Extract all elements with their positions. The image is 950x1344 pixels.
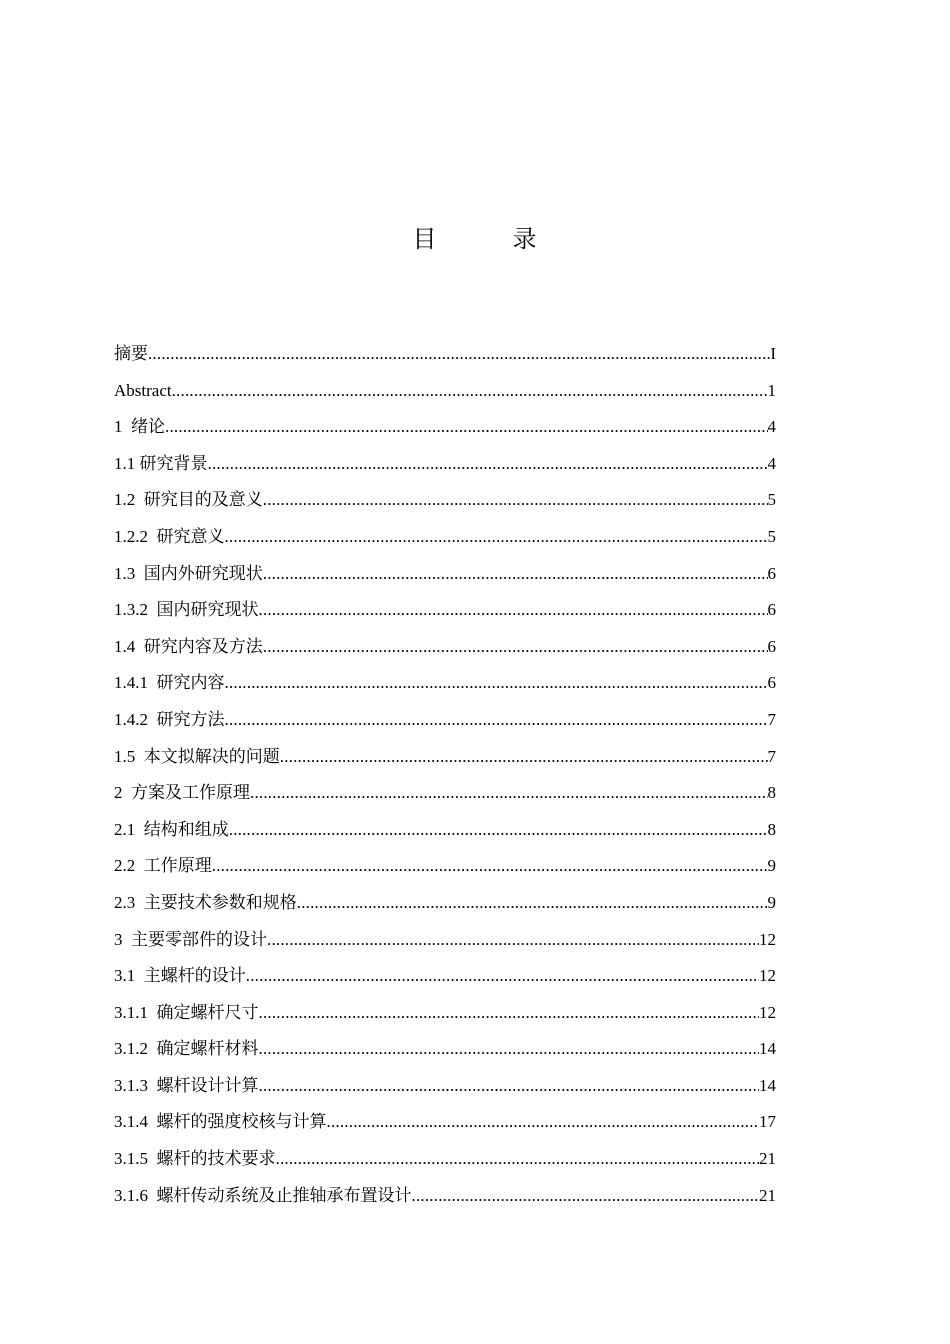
toc-entry-page: 6	[767, 636, 776, 656]
toc-entry[interactable]	[114, 818, 776, 855]
toc-entry[interactable]	[114, 635, 776, 672]
toc-entry[interactable]	[114, 891, 776, 928]
toc-entry-page: 4	[767, 453, 776, 473]
toc-entry-label: 2 方案及工作原理	[114, 783, 250, 803]
toc-entry-label: 2.1 结构和组成	[114, 819, 229, 839]
toc-entry-page: 6	[767, 563, 776, 583]
toc-entry[interactable]	[114, 1184, 776, 1221]
toc-entry-page: 12	[759, 1002, 776, 1022]
toc-entry-label: 1.4 研究内容及方法	[114, 636, 263, 656]
toc-entry[interactable]	[114, 562, 776, 599]
toc-entry-label: 1.5 本文拟解决的问题	[114, 746, 280, 766]
toc-entry-label: 3.1.4 螺杆的强度校核与计算	[114, 1112, 327, 1132]
toc-entry-page: 21	[759, 1185, 776, 1205]
toc-entry-label: 1.3.2 国内研究现状	[114, 600, 259, 620]
toc-entry-page: 12	[759, 966, 776, 986]
toc-dot-leader	[225, 708, 768, 732]
toc-entry[interactable]	[114, 488, 776, 525]
toc-entry-label: 1.3 国内外研究现状	[114, 563, 263, 583]
toc-dot-leader	[263, 488, 768, 512]
toc-dot-leader	[259, 598, 768, 622]
toc-entry-page: 14	[759, 1075, 776, 1095]
toc-dot-leader	[276, 1147, 760, 1171]
toc-entry[interactable]	[114, 452, 776, 489]
toc-entry[interactable]	[114, 415, 776, 452]
toc-dot-leader	[208, 452, 768, 476]
toc-entry-label: 1.2 研究目的及意义	[114, 490, 263, 510]
toc-entry[interactable]	[114, 598, 776, 635]
toc-entry[interactable]	[114, 854, 776, 891]
toc-entry-label: Abstract	[114, 380, 172, 400]
toc-entry-label: 3.1 主螺杆的设计	[114, 966, 246, 986]
toc-entry[interactable]	[114, 1110, 776, 1147]
toc-entry-page: 5	[767, 526, 776, 546]
toc-dot-leader	[246, 964, 759, 988]
toc-entry[interactable]	[114, 379, 776, 416]
toc-dot-leader	[263, 635, 768, 659]
toc-entry-page: 6	[767, 600, 776, 620]
toc-dot-leader	[259, 1037, 760, 1061]
toc-dot-leader	[280, 745, 768, 769]
toc-entry-label: 1.2.2 研究意义	[114, 526, 225, 546]
toc-dot-leader	[267, 928, 759, 952]
toc-dot-leader	[225, 671, 768, 695]
toc-entry[interactable]	[114, 1074, 776, 1111]
toc-dot-leader	[297, 891, 768, 915]
toc-dot-leader	[225, 525, 768, 549]
toc-entry-page: 7	[767, 709, 776, 729]
toc-entry-page: 12	[759, 929, 776, 949]
toc-dot-leader	[172, 379, 768, 403]
toc-entry[interactable]	[114, 964, 776, 1001]
toc-entry-label: 1 绪论	[114, 417, 165, 437]
toc-dot-leader	[263, 562, 768, 586]
toc-entry[interactable]	[114, 1037, 776, 1074]
toc-entry-label: 1.4.2 研究方法	[114, 709, 225, 729]
toc-entry-page: 7	[767, 746, 776, 766]
toc-entry[interactable]	[114, 928, 776, 965]
toc-entry-page: 8	[767, 783, 776, 803]
toc-dot-leader	[250, 781, 768, 805]
toc-entry[interactable]	[114, 1147, 776, 1184]
toc-entry-label: 3.1.1 确定螺杆尺寸	[114, 1002, 259, 1022]
toc-entry-page: 9	[767, 892, 776, 912]
toc-entry[interactable]	[114, 1001, 776, 1038]
toc-entry-label: 2.2 工作原理	[114, 856, 212, 876]
toc-list	[114, 342, 776, 1220]
toc-entry-page: 9	[767, 856, 776, 876]
toc-entry-page: I	[770, 344, 776, 363]
toc-dot-leader	[212, 854, 768, 878]
toc-entry-label: 摘要	[114, 344, 148, 363]
toc-entry-label: 3.1.5 螺杆的技术要求	[114, 1149, 276, 1169]
toc-entry-label: 3.1.3 螺杆设计计算	[114, 1075, 259, 1095]
toc-entry-page: 14	[759, 1039, 776, 1059]
toc-entry-page: 5	[767, 490, 776, 510]
toc-entry[interactable]	[114, 525, 776, 562]
toc-dot-leader	[259, 1001, 760, 1025]
toc-dot-leader	[412, 1184, 760, 1208]
toc-dot-leader	[259, 1074, 760, 1098]
toc-entry-label: 2.3 主要技术参数和规格	[114, 892, 297, 912]
toc-entry-label: 1.4.1 研究内容	[114, 673, 225, 693]
toc-entry-page: 4	[767, 417, 776, 437]
toc-entry[interactable]	[114, 708, 776, 745]
toc-entry-page: 1	[767, 380, 776, 400]
toc-dot-leader	[165, 415, 768, 439]
toc-entry-label: 3.1.6 螺杆传动系统及止推轴承布置设计	[114, 1185, 412, 1205]
toc-entry[interactable]	[114, 781, 776, 818]
toc-dot-leader	[229, 818, 768, 842]
toc-entry[interactable]	[114, 745, 776, 782]
toc-dot-leader	[327, 1110, 760, 1134]
toc-entry-label: 3.1.2 确定螺杆材料	[114, 1039, 259, 1059]
toc-entry-label: 1.1 研究背景	[114, 453, 208, 473]
toc-entry-page: 21	[759, 1149, 776, 1169]
toc-entry-label: 3 主要零部件的设计	[114, 929, 267, 949]
toc-entry[interactable]	[114, 671, 776, 708]
toc-title: 目 录	[412, 227, 563, 253]
toc-entry-page: 17	[759, 1112, 776, 1132]
toc-entry-page: 6	[767, 673, 776, 693]
toc-dot-leader	[148, 342, 770, 366]
toc-entry-page: 8	[767, 819, 776, 839]
toc-entry[interactable]	[114, 342, 776, 379]
